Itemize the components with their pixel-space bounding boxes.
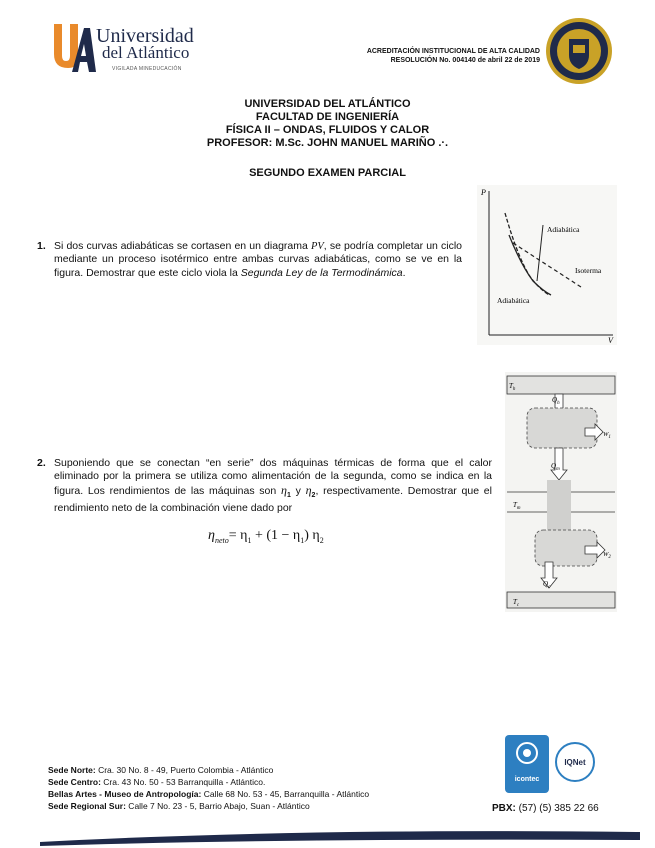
iqnet-logo	[555, 742, 595, 782]
label-adiabatica-top: Adiabática	[547, 225, 580, 234]
question2-number: 2.	[37, 457, 46, 469]
iqnet-label: IQNet	[564, 757, 586, 767]
q2-eta2: η	[305, 482, 312, 497]
uni-name-line2: del Atlántico	[102, 43, 190, 62]
title-faculty: FACULTAD DE INGENIERÍA	[255, 111, 400, 123]
label-qh: $Q_h$	[552, 396, 560, 406]
pv-x-axis-label: V	[608, 336, 613, 345]
q2-text-b: , respectivamente. Demostrar que el rendimiento neto de la combinación viene dado por	[54, 484, 492, 514]
formula-lhs: η	[208, 528, 215, 543]
footer-sede-norte: Sede Norte: Cra. 30 No. 8 - 49, Puerto Colombia - Atlántico	[48, 765, 274, 775]
label-adiabatica-bottom: Adiabática	[497, 296, 530, 305]
q1-text-a: Si dos curvas adiabáticas se cortasen en un diagrama	[54, 240, 311, 252]
question2-text	[54, 457, 492, 515]
footer-wave-bar	[0, 824, 655, 848]
footer-bellas-artes: Bellas Artes - Museo de Antropología: Calle 68 No. 53 - 45, Barranquilla - Atlántico	[48, 789, 370, 799]
label-qm: $Q_m$	[551, 462, 560, 472]
accreditation-seal-icon	[545, 17, 613, 85]
formula-sub3: 2	[319, 535, 324, 545]
formula-lhs-sub: neto	[214, 535, 229, 545]
q1-second-law: Segunda Ley de la Termodinámica	[240, 266, 403, 279]
ua-logo-icon	[50, 22, 96, 74]
q2-text-a: Suponiendo que se conectan “en serie” dos máquinas térmicas de forma que el calor eliminado por la primera se utiliza como alimentación de la segunda, como se indica en la figura. Los rendimientos de las máquinas son	[54, 457, 492, 497]
q1-text-b: , se podría completar un ciclo mediante un proceso isotérmico entre ambas curvas adiabáticas, como se ve en la figura. Demostrar que este ciclo viola la	[54, 240, 463, 279]
uni-name-line1: Universidad	[96, 25, 194, 47]
q2-eta2-sub: 2	[311, 491, 316, 499]
label-isoterma: Isoterma	[575, 266, 602, 275]
q2-eta1-sub: 1	[286, 491, 291, 499]
pv-diagram-figure	[477, 185, 617, 345]
accreditation-line1: ACREDITACIÓN INSTITUCIONAL DE ALTA CALIDAD	[366, 48, 540, 55]
label-qc: $Q_c$	[543, 580, 551, 590]
footer-pbx	[492, 803, 599, 814]
title-course: FÍSICA II – ONDAS, FLUIDOS Y CALOR	[225, 124, 430, 136]
label-w2: $W_2$	[603, 551, 611, 560]
exam-title: SEGUNDO EXAMEN PARCIAL	[249, 167, 406, 179]
label-tm: $T_m$	[513, 501, 521, 511]
question1-number: 1.	[37, 240, 46, 252]
label-tc: $T_c$	[513, 598, 520, 608]
title-university: UNIVERSIDAD DEL ATLÁNTICO	[244, 98, 411, 110]
q2-eta1: η	[280, 482, 287, 497]
q1-pv: PV	[310, 241, 324, 252]
icontec-label: icontec	[514, 776, 540, 783]
efficiency-formula	[208, 528, 324, 545]
q1-text-end: .	[402, 266, 406, 279]
icontec-logo	[505, 735, 549, 793]
accreditation-line2: RESOLUCIÓN No. 004140 de abril 22 de 2019	[390, 57, 540, 64]
series-engines-figure	[505, 372, 617, 612]
formula-sub2: 1	[300, 535, 305, 545]
question1-text	[54, 240, 462, 280]
label-th: $T_h$	[509, 382, 516, 392]
university-logo	[50, 22, 210, 74]
footer-addresses	[48, 764, 468, 812]
formula-mid: + (1 − η	[251, 528, 301, 543]
pbx-label: PBX:	[492, 803, 516, 814]
footer-sede-centro: Sede Centro: Cra. 43 No. 50 - 53 Barranquilla - Atlántico.	[48, 777, 266, 787]
label-w1: $W_1$	[603, 431, 611, 440]
formula-rhs: = η	[228, 528, 248, 543]
formula-close: ) η	[304, 528, 320, 543]
pbx-number: (57) (5) 385 22 66	[515, 803, 599, 814]
title-professor: PROFESOR: M.Sc. JOHN MANUEL MARIÑO .·.	[206, 137, 449, 149]
formula-sub1: 1	[247, 535, 252, 545]
icontec-mark-icon	[505, 735, 549, 771]
q2-text-y: y	[290, 484, 306, 497]
footer-sede-sur: Sede Regional Sur: Calle 7 No. 23 - 5, Barrio Abajo, Suan - Atlántico	[48, 801, 310, 811]
uni-tagline: VIGILADA MINEDUCACIÓN	[112, 66, 182, 72]
pv-y-axis-label: P	[481, 188, 486, 197]
accreditation-block	[300, 47, 540, 65]
